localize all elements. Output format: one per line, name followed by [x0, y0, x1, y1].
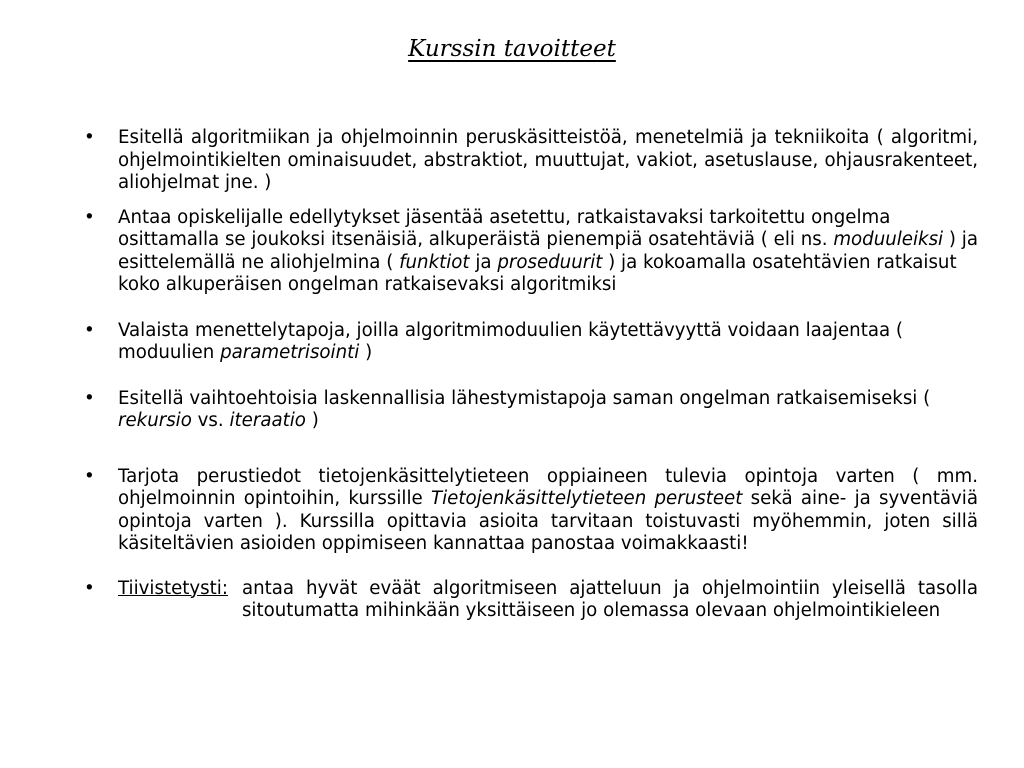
text-run: ) [359, 342, 373, 363]
bullet-marker: • [84, 387, 95, 409]
bullet-item-1 [84, 127, 978, 195]
bullet-item-3 [84, 320, 978, 365]
text-run: ) ja kokoamalla osatehtävien ratkaisut koko alkuperäisen ongelman ratkaisevaksi algoritmiksi [118, 251, 957, 295]
text-run: Antaa opiskelijalle edellytykset jäsentää asetettu, ratkaistavaksi tarkoitettu ongelma osittamalla se joukoksi itsenäisiä, alkuperäistä pienempiä osatehtäviä ( eli ns. [118, 206, 891, 250]
text-run: Esitellä algoritmiikan ja ohjelmoinnin peruskäsitteistöä, menetelmiä ja tekniikoita ( algoritmi, ohjelmointikielten ominaisuudet, abstraktiot, muuttujat, vakiot, asetuslause, ohjausrakenteet, aliohjelmat jne. ) [118, 127, 978, 193]
italic-term: parametrisointi [220, 342, 360, 363]
bullet-text-5 [118, 466, 978, 555]
bullet-marker: • [84, 577, 95, 599]
summary-text: antaa hyvät eväät algoritmiseen ajatteluun ja ohjelmointiin yleisellä tasolla sitoutumatta mihinkään yksittäiseen jo olemassa olevaan ohjelmointikieleen [241, 577, 978, 621]
bullet-marker: • [84, 206, 95, 228]
italic-term: moduuleiksi [833, 229, 944, 250]
bullet-text-1 [118, 127, 978, 193]
summary-label: Tiivistetysti: [118, 577, 228, 599]
bullet-item-2 [84, 207, 978, 297]
italic-term: rekursio [118, 410, 192, 431]
bullet-text-3 [118, 320, 903, 364]
bullet-marker: • [84, 127, 95, 148]
bullet-marker: • [84, 319, 95, 341]
bullet-text-4 [118, 388, 930, 432]
text-run: ) ja esittelemällä ne aliohjelmina ( [118, 229, 978, 273]
summary-row [118, 578, 978, 623]
text-run: vs. [191, 410, 230, 431]
text-run: Tarjota perustiedot tietojenkäsittelytieteen oppiaineen tulevia opintoja varten ( mm. ohjelmoinnin opintoihin, kurssille [118, 465, 978, 509]
text-run: Valaista menettelytapoja, joilla algoritmimoduulien käytettävyyttä voidaan laajentaa ( moduulien [118, 319, 904, 363]
bullet-item-4 [84, 388, 978, 433]
bullet-list [84, 127, 978, 623]
slide-title: Kurssin tavoitteet [408, 36, 616, 62]
bullet-item-summary [84, 578, 978, 623]
italic-term: funktiot [399, 251, 470, 273]
text-run: ) [305, 410, 319, 431]
text-run: Esitellä vaihtoehtoisia laskennallisia lähestymistapoja saman ongelman ratkaisemiseksi ( [118, 387, 931, 409]
bullet-text-2 [118, 207, 978, 296]
bullet-marker: • [84, 465, 95, 487]
text-run: sekä aine- ja syventäviä opintoja varten ). Kurssilla opittavia asioita tarvitaan toistuvasti myöhemmin, joten sillä käsiteltävien asioiden oppimiseen kannattaa panostaa voimakkaasti! [118, 488, 978, 554]
italic-term: Tietojenkäsittelytieteen perusteet [430, 488, 743, 509]
bullet-item-5 [84, 466, 978, 556]
italic-term: proseduurit [497, 251, 603, 273]
text-run: ja [469, 251, 498, 273]
italic-term: iteraatio [229, 410, 306, 431]
